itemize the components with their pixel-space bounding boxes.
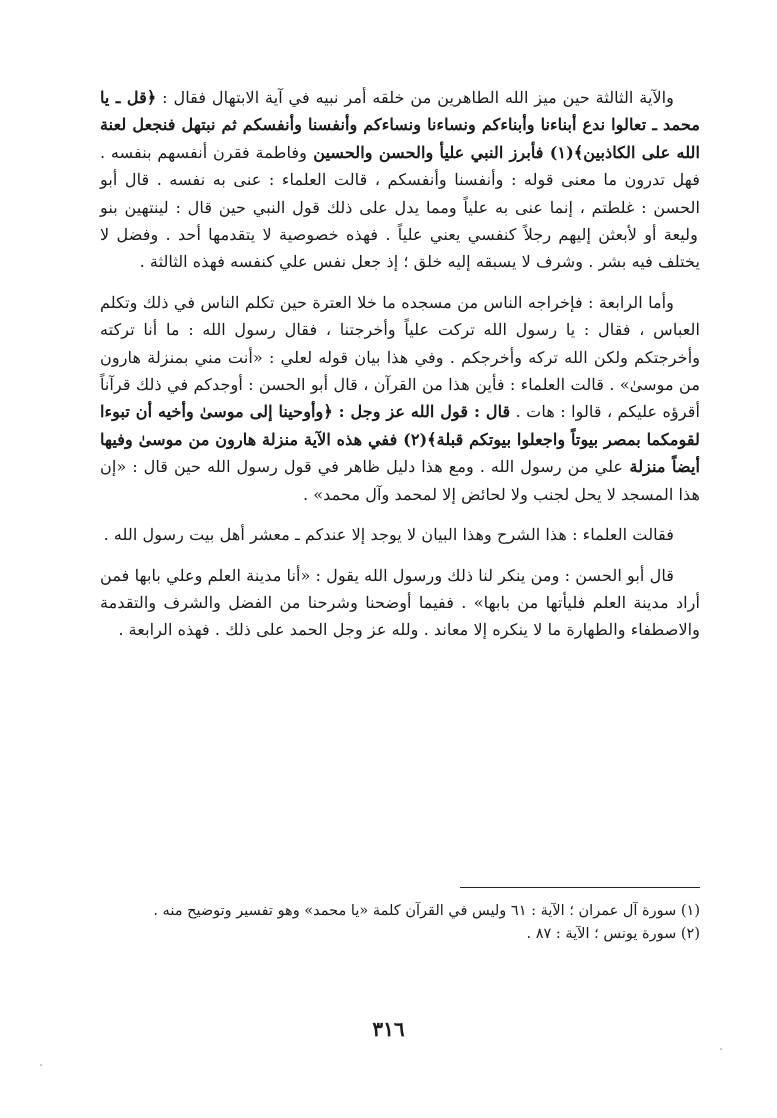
paragraph-fourth-proof bbox=[100, 289, 700, 508]
text-line: والآية الثالثة حين ميز الله الطاهرين من خلقه أمر نبيه في آية الابتهال فقال : bbox=[156, 88, 674, 107]
paragraph-scholars-reply bbox=[100, 521, 700, 548]
text-line: قال : «إن هذا المسجد لا يحل لجنب ولا لحائض إلا لمحمد وآل محمد» . bbox=[100, 457, 700, 504]
text-line: الفضل والشرف والتقدمة والاصطفاء والطهارة ما لا ينكره إلا معاند . ولله عز وجل bbox=[100, 592, 700, 640]
quran-verse: ﴿قل ـ يا محمد ـ تعالوا ندع أبناءنا وأبناءكم ونساءنا ونساءكم وأنفسنا وأنفسكم ثم نبتهل فنجعل لعنة الله على الكاذبين﴾(١) فأبرز النبي عليأ والحسن والحسين bbox=[100, 88, 700, 162]
footnotes bbox=[100, 900, 700, 946]
text-line: وفاطمة فقرن أنفسهم بنفسه . فهل تدرون ما معنى قوله : وأنفسنا وأنفسكم ، bbox=[100, 142, 700, 190]
text-line: ذلك وتكلم العباس ، فقال : يا رسول الله تركت علياً وأخرجتنا ، فقال رسول bbox=[100, 292, 700, 340]
quran-verse: قال : قول الله عز وجل : ﴿وأوحينا إلى موسىٰ وأخيه أن تبوءا لقومكما بمصر بيوتاً واجعلوا بيوتكم قبلة﴾(٢) ففي هذه الآية منزلة هارون من موسىٰ وفيها أيضاً منزلة bbox=[100, 402, 700, 477]
text-line: الله : ما أنا تركته وأخرجتكم ولكن الله تركه وأخرجكم . وفي هذا بيان قوله bbox=[100, 320, 701, 367]
footnote-divider bbox=[460, 887, 700, 888]
text-line: قال أبو الحسن : ومن ينكر لنا ذلك ورسول الله يقول : «أنا مدينة bbox=[240, 565, 674, 585]
paragraph-city-of-knowledge bbox=[100, 562, 700, 644]
scan-speck bbox=[720, 1048, 722, 1050]
text-line: رسول الله . bbox=[103, 525, 184, 545]
paragraph-third-proof bbox=[100, 84, 700, 276]
text-line: قالت العلماء : عنى به نفسه . قال أبو الحسن : غلطتم ، إنما عنى به bbox=[100, 170, 700, 217]
text-line: العلم وعلي بابها فمن أراد مدينة العلم فليأتها من بابها» . ففيما أوضحنا وشرحنا من bbox=[100, 565, 700, 612]
main-text bbox=[100, 84, 700, 644]
text-line: الحمد على ذلك . فهذه الرابعة . bbox=[118, 620, 328, 640]
text-line: وأما الرابعة : فإخراجه الناس من مسجده ما خلا العترة حين تكلم الناس في bbox=[168, 292, 675, 312]
scan-speck bbox=[40, 1064, 42, 1066]
text-line: علي من رسول الله . ومع هذا دليل ظاهر في قول رسول الله حين bbox=[168, 457, 624, 477]
text-line: الثالثة . bbox=[139, 252, 188, 272]
footnote-1: (١) سورة آل عمران ؛ الآية : ٦١ وليس في القرآن كلمة «يا محمد» وهو تفسير وتوضيح منه . bbox=[153, 903, 700, 919]
text-line: يختلف فيه بشر . وشرف لا يسبقه إليه خلق ؛ إذ جعل نفس علي كنفسه فهذه bbox=[187, 252, 700, 272]
text-line: إليهم رجلاً كنفسي يعني علياً . فهذه خصوصية لا يتقدمها أحد . وفضل لا bbox=[100, 225, 591, 245]
text-line: القرآن ، قال أبو الحسن : أوجدكم في ذلك قرآناً أقرؤه عليكم ، قالوا : هات . bbox=[100, 375, 701, 422]
text-line: فقالت العلماء : هذا الشرح وهذا البيان لا يوجد إلا عندكم ـ معشر أهل بيت bbox=[184, 525, 674, 545]
footnote-2: (٢) سورة يونس ؛ الآية : ٨٧ . bbox=[526, 926, 700, 942]
page-number: ٣١٦ bbox=[372, 1017, 405, 1041]
text-line: لعلي : «أنت مني بمنزلة هارون من موسىٰ» . قالت العلماء : فأين هذا من bbox=[100, 347, 700, 395]
text-line: علياً ومما يدل على ذلك قول النبي حين قال : لينتهين بنو وليعة أو لأبعثن bbox=[100, 197, 698, 245]
